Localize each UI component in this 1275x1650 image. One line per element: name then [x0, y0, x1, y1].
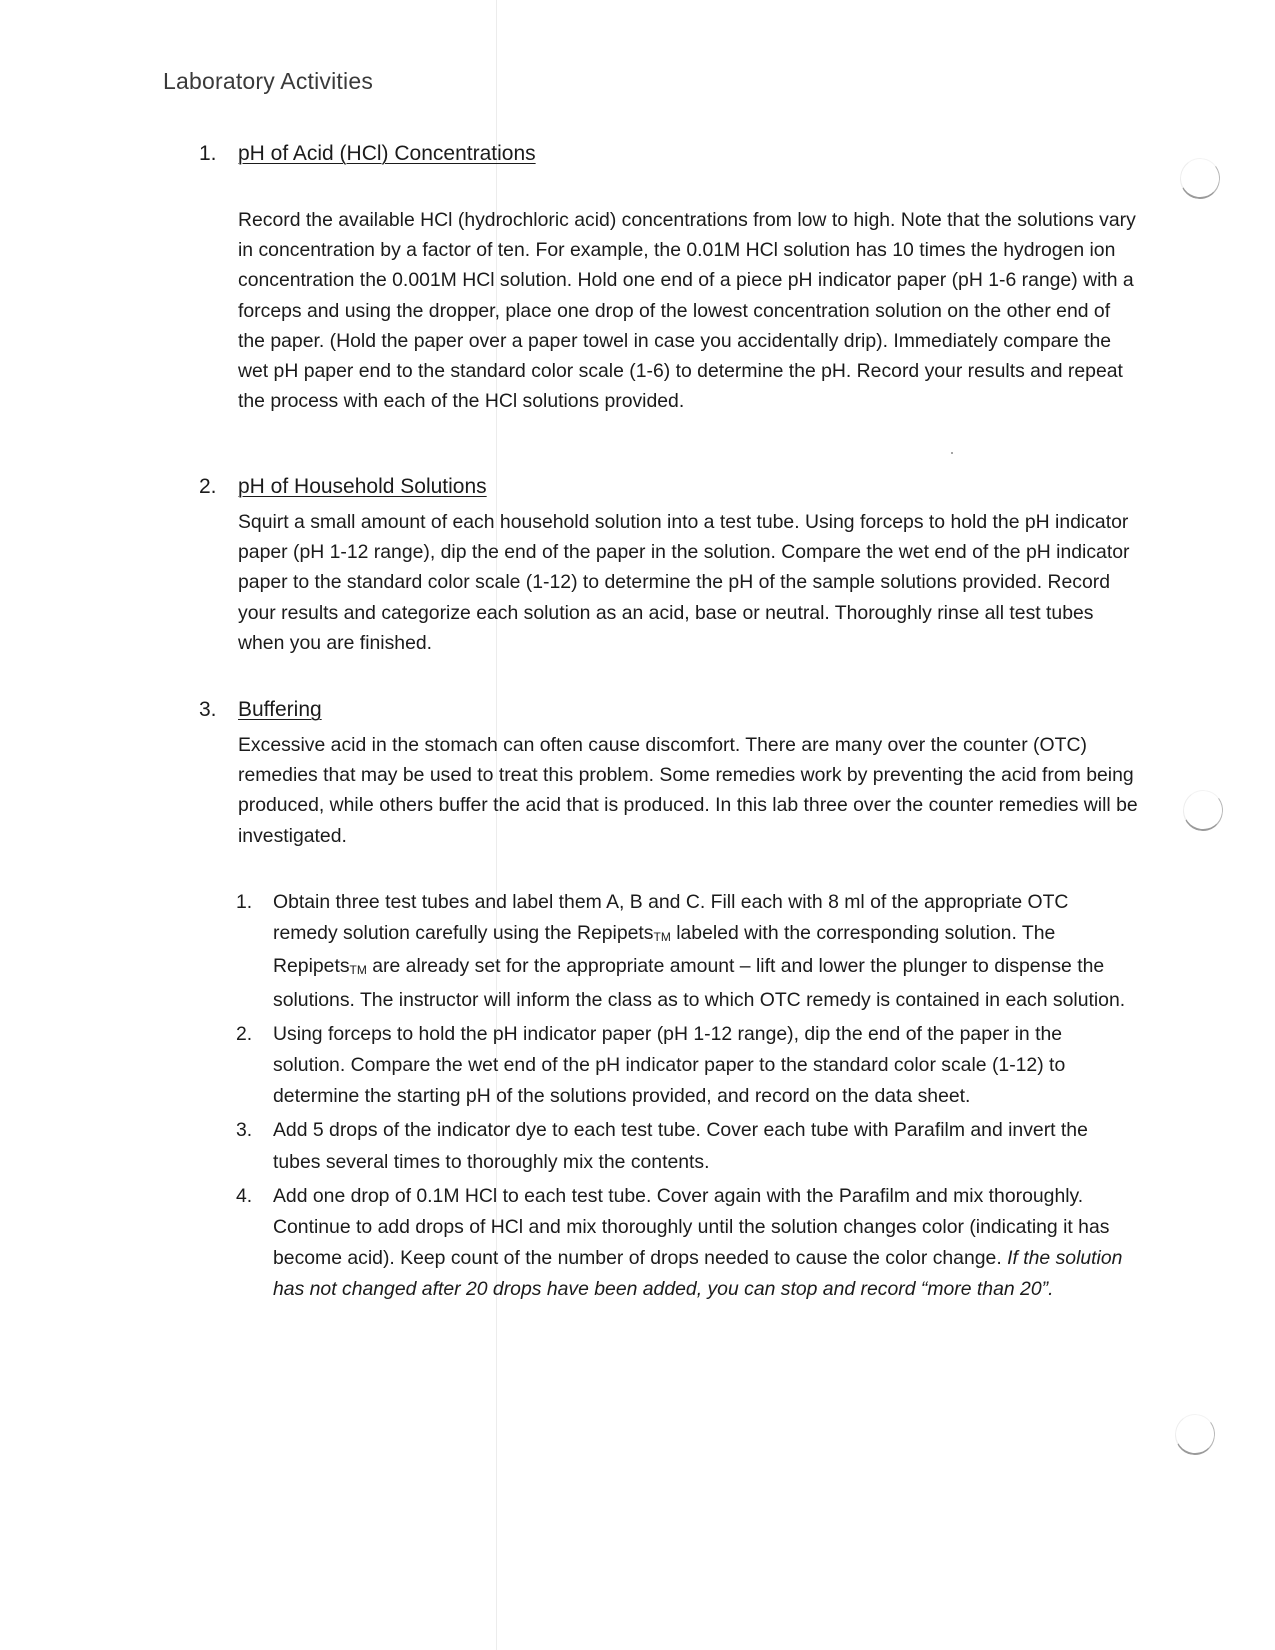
trademark-sub: TM — [653, 930, 671, 945]
buffering-step-3 — [236, 1115, 1136, 1177]
punch-hole-icon — [1180, 787, 1225, 833]
buffering-step-4 — [236, 1181, 1136, 1306]
section-3-title: Buffering — [238, 698, 322, 721]
step-1-text-part-3: are already set for the appropriate amount – lift and lower the plunger to dispense the solutions. The instructor will inform the class as to which OTC remedy is contained in each solution. — [273, 955, 1126, 1011]
buffering-step-2 — [236, 1019, 1136, 1113]
step-3-number: 3. — [236, 1119, 253, 1142]
buffering-step-1 — [236, 887, 1136, 1016]
step-1-text-part-1: Obtain three test tubes and label them A, B and C. Fill each with 8 ml of the appropriate OTC remedy solution carefully using the Repipets — [273, 891, 1069, 945]
punch-hole-icon — [1177, 155, 1222, 201]
section-2-number: 2. — [199, 475, 217, 498]
step-4-number: 4. — [236, 1184, 253, 1207]
step-4-italic-note: If the solution has not changed after 20 drops have been added, you can stop and record “more than 20”. — [273, 1247, 1123, 1301]
step-2-number: 2. — [236, 1022, 253, 1045]
step-3-text: Add 5 drops of the indicator dye to each test tube. Cover each tube with Parafilm and invert the tubes several times to thoroughly mix the contents. — [273, 1119, 1088, 1173]
step-4-text: Add one drop of 0.1M HCl to each test tube. Cover again with the Parafilm and mix thoroughly. Continue to add drops of HCl and mix thoroughly until the solution changes color (indicating it has become acid). Keep count of the number of drops needed to cause the color change. — [273, 1184, 1110, 1270]
section-1-number: 1. — [199, 142, 217, 165]
section-3-number: 3. — [199, 698, 217, 721]
page-title: Laboratory Activities — [163, 68, 374, 94]
scan-speck — [951, 452, 953, 454]
trademark-sub: TM — [349, 963, 367, 978]
section-1-title: pH of Acid (HCl) Concentrations — [238, 142, 536, 165]
section-1-body: Record the available HCl (hydrochloric acid) concentrations from low to high. Note that the solutions vary in concentration by a factor of ten. For example, the 0.01M HCl solution has 10 times the hydrogen ion concentration the 0.001M HCl solution. Hold one end of a piece pH indicator paper (pH 1-6 range) with a forceps and using the dropper, place one drop of the lowest concentration solution on the other end of the paper. (Hold the paper over a paper towel in case you accidentally drip). Immediately compare the wet pH paper end to the standard color scale (1-6) to determine the pH. Record your results and repeat the process with each of the HCl solutions provided. — [238, 209, 1136, 413]
section-2-title: pH of Household Solutions — [238, 475, 487, 498]
section-3-body: Excessive acid in the stomach can often cause discomfort. There are many over the counter (OTC) remedies that may be used to treat this problem. Some remedies work by preventing the acid from being produced, while others buffer the acid that is produced. In this lab three over the counter remedies will be investigated. — [238, 734, 1138, 847]
buffering-steps-list — [236, 887, 1136, 1309]
section-2-body: Squirt a small amount of each household solution into a test tube. Using forceps to hold the pH indicator paper (pH 1-12 range), dip the end of the paper in the solution. Compare the wet end of the pH indicator paper to the standard color scale (1-12) to determine the pH of the sample solutions provided. Record your results and categorize each solution as an acid, base or neutral. Thoroughly rinse all test tubes when you are finished. — [238, 511, 1130, 654]
step-2-text: Using forceps to hold the pH indicator paper (pH 1-12 range), dip the end of the paper in the solution. Compare the wet end of the pH indicator paper to the standard color scale (1-12) to determine the starting pH of the solutions provided, and record on the data sheet. — [273, 1022, 1066, 1108]
step-1-number: 1. — [236, 891, 253, 913]
punch-hole-icon — [1172, 1411, 1217, 1457]
step-1-text-part-2: labeled with the corresponding solution. The Repipets — [273, 922, 1056, 978]
